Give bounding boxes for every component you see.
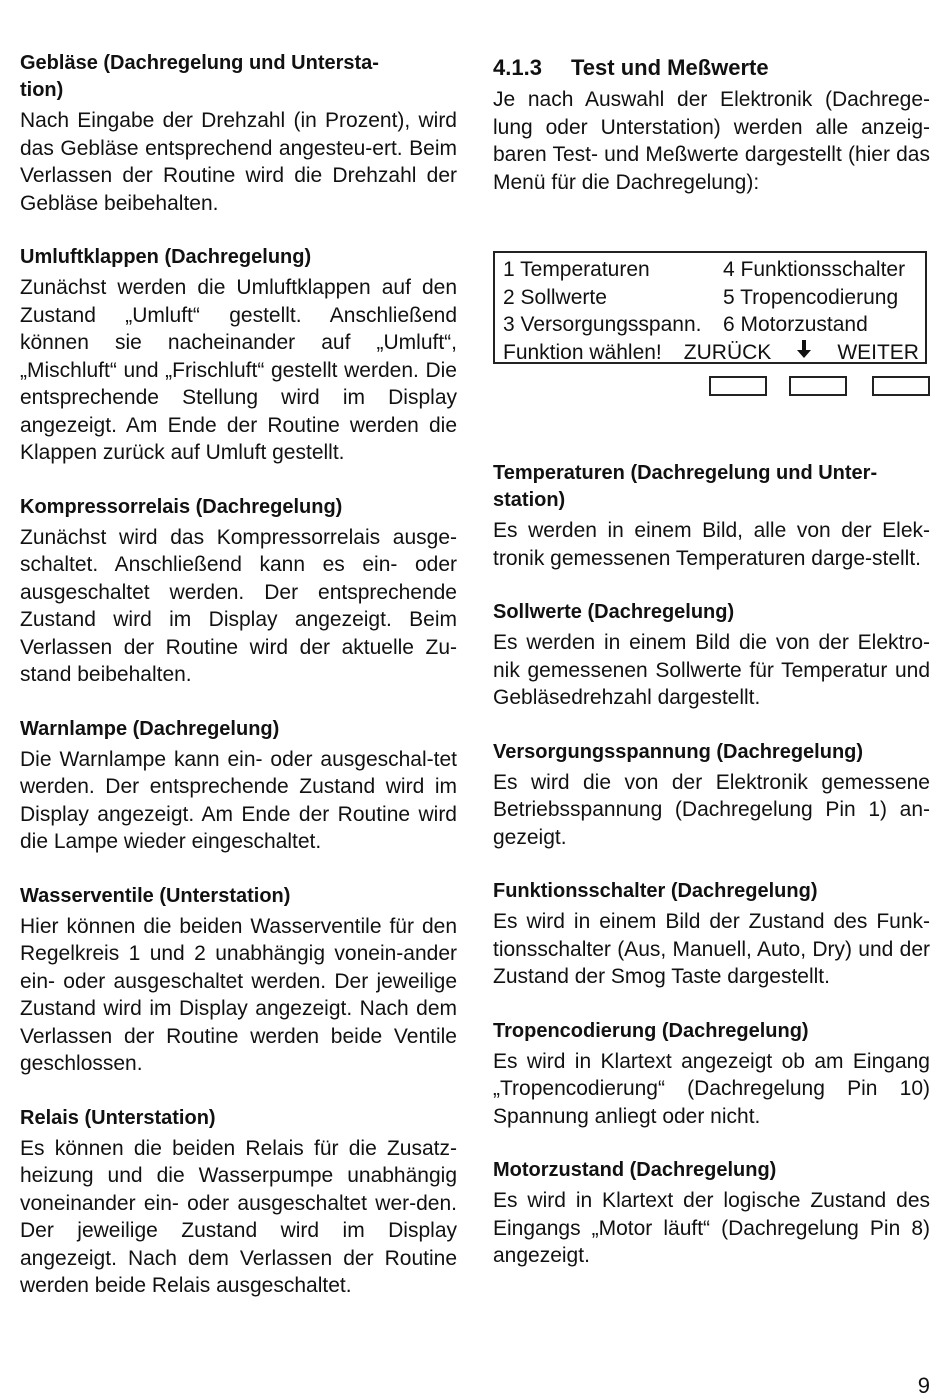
display-row: [503, 256, 919, 284]
display-row: [503, 311, 919, 339]
menu-item-4: 4 Funktionsschalter: [723, 258, 906, 281]
section-tropencodierung: [493, 1018, 930, 1131]
display-keys: [493, 376, 930, 402]
display-row: [503, 284, 919, 312]
section-text: Es wird in einem Bild der Zustand des Funk-tionsschalter (Aus, Manuell, Auto, Dry) und der Zustand der Smog Taste dargestellt.: [493, 910, 930, 988]
display-prompt: Funktion wählen!: [503, 340, 662, 364]
chapter-title: Test und Meßwerte: [571, 55, 769, 80]
section-geblaese: [20, 50, 457, 217]
right-column: [493, 50, 930, 1270]
section-heading: Umluftklappen (Dachregelung): [20, 246, 312, 268]
section-text: Es wird in Klartext der logische Zustand des Eingangs „Motor läuft“ (Dachregelung Pin 8) angezeigt.: [493, 1189, 930, 1267]
section-heading: Wasserventile (Unterstation): [20, 884, 291, 907]
section-text: Die Warnlampe kann ein- oder ausgeschal-tet werden. Der entsprechende Zustand wird im Display angezeigt. Am Ende der Routine wird die Lampe wieder eingeschaltet.: [20, 747, 457, 853]
section-text: Es können die beiden Relais für die Zusatz-heizung und die Wasserpumpe unabhängig voneinander ein- oder ausgeschaltet wer-den. Der jeweilige Zustand wird im Display angezeigt. Nach dem Verlassen der Routine werden beide Relais ausgeschaltet.: [20, 1136, 457, 1297]
section-kompressorrelais: [20, 494, 457, 689]
section-text: Zunächst wird das Kompressorrelais ausge-schaltet. Anschließend kann es ein- oder ausgeschaltet werden. Der entsprechende Zustand wird im Display angezeigt. Beim Verlassen der Routine wird der aktuelle Zu-stand beibehalten.: [20, 525, 457, 686]
lcd-display: [493, 251, 927, 364]
section-heading: Kompressorrelais (Dachregelung): [20, 495, 343, 518]
section-warnlampe: [20, 716, 457, 856]
arrow-down-icon: [793, 339, 815, 367]
section-text: Nach Eingabe der Drehzahl (in Prozent), wird das Gebläse entsprechend angesteu-ert. Beim Verlassen der Routine wird die Drehzahl der Gebläse beibehalten.: [20, 109, 457, 215]
section-versorgungsspannung: [493, 739, 930, 852]
section-text: Hier können die beiden Wasserventile für den Regelkreis 1 und 2 unabhängig vonein-ander ein- oder ausgeschaltet werden. Der jeweilige Zustand wird im Display angezeigt. Nach dem Verlassen der Routine werden beide Ventile geschlossen.: [20, 914, 457, 1075]
section-heading: Relais (Unterstation): [20, 1106, 216, 1129]
section-heading: Warnlampe (Dachregelung): [20, 717, 280, 740]
page-number: 9: [917, 1373, 930, 1398]
key-next-button[interactable]: [872, 376, 930, 396]
section-heading: Gebläse (Dachregelung und Untersta- tion): [20, 52, 379, 101]
section-relais: [20, 1105, 457, 1300]
chapter-heading: [493, 54, 930, 82]
menu-item-3: 3 Versorgungsspann.: [503, 313, 702, 336]
section-temperaturen: [493, 460, 930, 572]
section-motorzustand: [493, 1157, 930, 1270]
key-back-button[interactable]: [709, 376, 767, 396]
chapter-number: 4.1.3: [493, 55, 542, 80]
section-heading: Versorgungsspannung (Dachregelung): [493, 740, 864, 763]
menu-item-6: 6 Motorzustand: [723, 313, 868, 336]
display-prompt-row: [503, 339, 919, 367]
key-select-button[interactable]: [789, 376, 847, 396]
section-heading: Temperaturen (Dachregelung und Unter- station): [493, 462, 878, 511]
section-text: Es werden in einem Bild, alle von der Elek-tronik gemessenen Temperaturen darge-stellt.: [493, 519, 930, 570]
display-next-label: WEITER: [837, 340, 919, 364]
section-sollwerte: [493, 599, 930, 712]
section-umluftklappen: [20, 244, 457, 467]
menu-item-5: 5 Tropencodierung: [723, 285, 899, 309]
left-column: [20, 50, 457, 1300]
section-heading: Tropencodierung (Dachregelung): [493, 1019, 809, 1042]
section-heading: Motorzustand (Dachregelung): [493, 1159, 777, 1181]
chapter-intro: Je nach Auswahl der Elektronik (Dachrege-lung oder Unterstation) werden alle anzeig-baren Test- und Meßwerte dargestellt (hier das Menü für die Dachregelung):: [493, 88, 930, 194]
section-heading: Funktionsschalter (Dachregelung): [493, 880, 818, 902]
section-funktionsschalter: [493, 878, 930, 991]
menu-item-2: 2 Sollwerte: [503, 285, 607, 309]
section-wasserventile: [20, 883, 457, 1078]
section-text: Es wird in Klartext angezeigt ob am Eingang „Tropencodierung“ (Dachregelung Pin 10) Spannung anliegt oder nicht.: [493, 1049, 930, 1128]
menu-item-1: 1 Temperaturen: [503, 258, 650, 281]
section-text: Zunächst werden die Umluftklappen auf den Zustand „Umluft“ gestellt. Anschließend können sie nacheinander auf „Umluft“, „Mischluft“ und „Frischluft“ gestellt werden. Die entsprechende Stellung wird im Display angezeigt. Am Ende der Routine werden die Klappen zurück auf Umluft gestellt.: [20, 276, 457, 464]
section-text: Es wird die von der Elektronik gemessene Betriebsspannung (Dachregelung Pin 1) an-gezeigt.: [493, 770, 930, 849]
display-back-label: ZURÜCK: [683, 340, 772, 364]
section-text: Es werden in einem Bild die von der Elektro-nik gemessenen Sollwerte für Temperatur und Gebläsedrehzahl dargestellt.: [493, 631, 930, 709]
section-heading: Sollwerte (Dachregelung): [493, 601, 735, 623]
